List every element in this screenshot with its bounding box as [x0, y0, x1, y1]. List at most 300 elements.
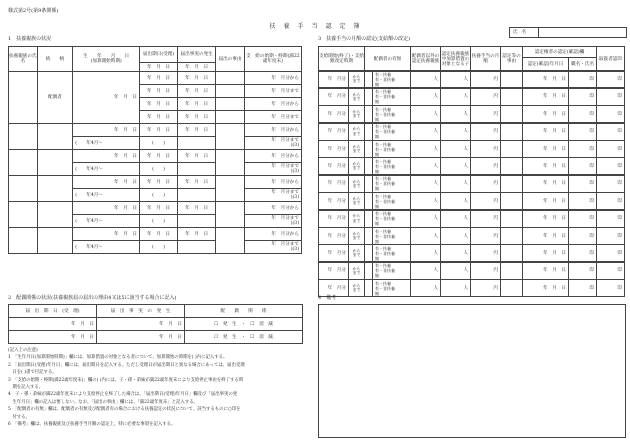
- from-to-cell: [349, 123, 365, 140]
- header-spouse: 配偶者の有無: [365, 47, 411, 72]
- birth-cell[interactable]: 年 月 日: [73, 228, 140, 241]
- table-row: [9, 331, 303, 344]
- dependents-table: [8, 46, 302, 254]
- birth-add-cell[interactable]: [73, 215, 140, 228]
- marital-event-cell[interactable]: 年 月 日: [97, 318, 185, 331]
- start-month-cell[interactable]: 年 月分: [319, 262, 349, 279]
- monthly-amount-cell[interactable]: 円: [471, 71, 501, 88]
- reason-cell[interactable]: [501, 71, 523, 88]
- monthly-amount-cell[interactable]: 円: [471, 193, 501, 210]
- to-label: まで: [352, 130, 361, 136]
- seal-cell[interactable]: 印: [569, 175, 597, 192]
- clerk-seal-cell[interactable]: 印: [597, 228, 625, 245]
- other-dependents-cell[interactable]: 人: [411, 123, 441, 140]
- note-item: 生年月日」欄の記入は要しない。なお、「届出の事由」欄には、「満22歳年度末」と記入する。: [8, 399, 198, 405]
- header-clerk: 取扱者認印: [597, 47, 625, 72]
- paren-close: ): [163, 218, 165, 224]
- other-dependents-cell[interactable]: 人: [411, 245, 441, 262]
- event-cell[interactable]: 年 月 日: [178, 111, 216, 124]
- section1-heading: 1 扶養親族の状況: [8, 36, 52, 42]
- spouse-options[interactable]: [373, 193, 411, 210]
- start-month-cell[interactable]: 年 月分: [319, 88, 349, 105]
- support-end: 年 月分まで: [271, 164, 299, 169]
- support-end: 年 月分まで: [271, 216, 299, 221]
- report-cell[interactable]: 年 月 日: [139, 176, 177, 189]
- confirm-date-cell[interactable]: 年 月 日: [523, 123, 569, 140]
- confirm-date-cell[interactable]: 年 月 日: [523, 262, 569, 279]
- start-month-cell[interactable]: 年 月分: [319, 210, 349, 227]
- year-from: 年4月～: [86, 218, 103, 224]
- support-cell[interactable]: [244, 241, 301, 254]
- allowance-row: [318, 123, 625, 141]
- special-children-cell[interactable]: 人: [441, 228, 471, 245]
- monthly-amount-cell[interactable]: 円: [471, 280, 501, 297]
- header-reason: 届出の事由: [216, 47, 245, 72]
- special-children-cell[interactable]: 人: [441, 158, 471, 175]
- paren-open: (: [75, 140, 78, 146]
- to-label: まで: [352, 182, 361, 188]
- spouse-options[interactable]: [373, 158, 411, 175]
- seal-cell[interactable]: 印: [569, 193, 597, 210]
- option-none: 無: [375, 238, 379, 244]
- from-to-cell: [349, 141, 365, 158]
- report-cell[interactable]: 年 月 日: [139, 150, 177, 163]
- option-none: 無: [375, 273, 379, 279]
- marital-status-checkboxes[interactable]: ☐ 発 生 ・ ☐ 消 滅: [185, 318, 303, 331]
- spouse-options[interactable]: [373, 123, 411, 140]
- to-label: まで: [352, 113, 361, 119]
- option-dependent: 有・扶養: [375, 263, 391, 269]
- special-children-cell[interactable]: 人: [441, 245, 471, 262]
- confirm-date-cell[interactable]: 年 月 日: [523, 71, 569, 88]
- header-birth-sub: (加算開始時期): [90, 59, 122, 64]
- support-cell[interactable]: 年 月分から: [244, 150, 301, 163]
- relation-cell[interactable]: [37, 150, 73, 176]
- reason-cell[interactable]: [501, 88, 523, 105]
- paren-open: (: [75, 244, 78, 250]
- paren-open: (: [152, 166, 154, 172]
- support-cell[interactable]: 年 月分から: [244, 176, 301, 189]
- option-nondependent: 有・非扶養: [375, 76, 395, 82]
- reason-cell[interactable]: [216, 202, 245, 228]
- marital-event-cell[interactable]: 年 月 日: [97, 331, 185, 344]
- confirm-date-cell[interactable]: 年 月 日: [523, 210, 569, 227]
- option-dependent: 有・扶養: [375, 245, 391, 251]
- header-confirmer: 認定権者の認定(確認)欄: [523, 47, 597, 58]
- other-dependents-cell[interactable]: 人: [411, 88, 441, 105]
- birth-add-cell[interactable]: [73, 241, 140, 254]
- to-label: まで: [352, 269, 361, 275]
- reason-cell[interactable]: [216, 111, 245, 124]
- spouse-options[interactable]: [373, 141, 411, 158]
- relation-cell[interactable]: [37, 228, 73, 254]
- report-cell[interactable]: [139, 215, 177, 228]
- from-label: から: [352, 178, 361, 184]
- clerk-seal-cell[interactable]: 印: [597, 71, 625, 88]
- table-row: [9, 150, 302, 163]
- other-dependents-cell[interactable]: 人: [411, 106, 441, 123]
- event-cell[interactable]: 年 月 日: [178, 85, 216, 98]
- from-to-cell: [349, 106, 365, 123]
- bracket-cell: [365, 280, 373, 297]
- reason-cell[interactable]: [216, 124, 245, 150]
- option-nondependent: 有・非扶養: [375, 181, 395, 187]
- spouse-options[interactable]: [373, 71, 411, 88]
- report-cell[interactable]: [139, 163, 177, 176]
- note-item: 3 「支給の始期・終期(満22歳年度末)」欄の( )内には、子・孫・弟妹が満22歳年度末により支給停止事由を終了する時: [8, 377, 244, 383]
- header-monthly: 扶養手当の月額: [471, 47, 501, 72]
- event-cell[interactable]: 年 月 日: [178, 176, 216, 189]
- bracket-cell: [365, 193, 373, 210]
- special-children-cell[interactable]: 人: [441, 262, 471, 279]
- confirm-date-cell[interactable]: 年 月 日: [523, 106, 569, 123]
- event-cell[interactable]: [178, 215, 216, 228]
- bracket-cell: [365, 123, 373, 140]
- report-cell[interactable]: 年 月 日: [139, 111, 177, 124]
- reason-cell[interactable]: [216, 72, 245, 85]
- monthly-amount-cell[interactable]: 円: [471, 88, 501, 105]
- other-dependents-cell[interactable]: 人: [411, 141, 441, 158]
- start-month-cell[interactable]: 年 月分: [319, 123, 349, 140]
- header-event-date: 届出事実の発生: [178, 47, 216, 63]
- clerk-seal-cell[interactable]: 印: [597, 280, 625, 297]
- monthly-amount-cell[interactable]: 円: [471, 106, 501, 123]
- reason-cell[interactable]: [501, 106, 523, 123]
- event-cell[interactable]: [178, 163, 216, 176]
- header-name: 扶養親族の氏名: [9, 47, 38, 72]
- relation-cell[interactable]: [37, 124, 73, 150]
- report-cell[interactable]: 年 月 日: [139, 202, 177, 215]
- header-marital-status: 配 偶 関 係: [185, 305, 303, 318]
- reason-cell[interactable]: [501, 262, 523, 279]
- support-cell[interactable]: 年 月分まで: [244, 85, 301, 98]
- remarks-box[interactable]: [318, 304, 626, 438]
- from-label: から: [352, 230, 361, 236]
- birth-cell[interactable]: 年 月 日: [73, 176, 140, 189]
- event-cell[interactable]: 年 月 日: [178, 124, 216, 137]
- option-none: 無: [375, 203, 379, 209]
- from-to-cell: [349, 71, 365, 88]
- from-to-cell: [349, 210, 365, 227]
- allowance-row: [318, 105, 625, 123]
- option-nondependent: 有・非扶養: [375, 268, 395, 274]
- relation-cell[interactable]: [37, 176, 73, 202]
- support-count: )(3): [290, 195, 299, 200]
- reason-cell[interactable]: [501, 228, 523, 245]
- clerk-seal-cell[interactable]: 印: [597, 245, 625, 262]
- year-from: 年4月～: [86, 140, 103, 146]
- paren-open: (: [75, 166, 78, 172]
- reason-cell[interactable]: [501, 123, 523, 140]
- clerk-seal-cell[interactable]: 印: [597, 123, 625, 140]
- report-cell[interactable]: 年 月 日: [139, 228, 177, 241]
- marital-report-cell[interactable]: 年 月 日: [9, 318, 97, 331]
- seal-cell[interactable]: 印: [569, 106, 597, 123]
- confirm-date-cell[interactable]: 年 月 日: [523, 228, 569, 245]
- other-dependents-cell[interactable]: 人: [411, 158, 441, 175]
- header-special: 認定扶養親族中加算措置の対象となる子: [441, 47, 471, 72]
- spouse-options[interactable]: [373, 210, 411, 227]
- monthly-amount-cell[interactable]: 円: [471, 141, 501, 158]
- reason-cell[interactable]: [501, 175, 523, 192]
- support-cell[interactable]: 年 月分から: [244, 124, 301, 137]
- confirm-date-cell[interactable]: 年 月 日: [523, 193, 569, 210]
- reason-cell[interactable]: [216, 176, 245, 202]
- monthly-amount-cell[interactable]: 円: [471, 158, 501, 175]
- confirm-date-cell[interactable]: 年 月 日: [523, 88, 569, 105]
- support-cell[interactable]: 年 月分から: [244, 98, 301, 111]
- year-from: 年4月～: [86, 244, 103, 250]
- clerk-seal-cell[interactable]: 印: [597, 141, 625, 158]
- paren-open: (: [75, 218, 78, 224]
- seal-cell[interactable]: 印: [569, 228, 597, 245]
- allowance-row: [318, 140, 625, 158]
- option-none: 無: [375, 221, 379, 227]
- seal-cell[interactable]: 印: [569, 210, 597, 227]
- header-confirm-date: 認定(確認)年月日: [523, 58, 569, 72]
- report-cell[interactable]: [139, 241, 177, 254]
- clerk-seal-cell[interactable]: 印: [597, 88, 625, 105]
- special-children-cell[interactable]: 人: [441, 71, 471, 88]
- spouse-options[interactable]: [373, 88, 411, 105]
- clerk-seal-cell[interactable]: 印: [597, 158, 625, 175]
- event-cell[interactable]: 年 月 日: [178, 202, 216, 215]
- name-cell[interactable]: [9, 150, 38, 176]
- allowance-row: [318, 192, 625, 210]
- option-none: 無: [375, 186, 379, 192]
- report-cell[interactable]: [139, 189, 177, 202]
- relation-cell[interactable]: [37, 202, 73, 228]
- name-cell[interactable]: [9, 72, 38, 124]
- other-dependents-cell[interactable]: 人: [411, 280, 441, 297]
- special-children-cell[interactable]: 人: [441, 193, 471, 210]
- from-label: から: [352, 196, 361, 202]
- spouse-options[interactable]: [373, 245, 411, 262]
- start-month-cell[interactable]: 年 月分: [319, 71, 349, 88]
- report-cell[interactable]: 年 月 日: [139, 72, 177, 85]
- reason-cell[interactable]: [501, 193, 523, 210]
- option-dependent: 有・扶養: [375, 228, 391, 234]
- spouse-options[interactable]: [373, 262, 411, 279]
- table-row: [9, 124, 302, 137]
- seal-cell[interactable]: 印: [569, 245, 597, 262]
- option-nondependent: 有・非扶養: [375, 233, 395, 239]
- confirm-date-cell[interactable]: 年 月 日: [523, 175, 569, 192]
- event-cell[interactable]: [178, 189, 216, 202]
- header-start: 支給開始(終了)・支給額改定時期: [319, 47, 365, 72]
- section2-heading: 2 配偶関係の状況(扶養親族届の届出の理由4又は5に該当する場合に記入): [8, 295, 177, 301]
- start-month-cell[interactable]: 年 月分: [319, 193, 349, 210]
- marital-report-cell[interactable]: 年 月 日: [9, 331, 97, 344]
- event-cell[interactable]: 年 月 日: [178, 150, 216, 163]
- option-nondependent: 有・非扶養: [375, 163, 395, 169]
- special-children-cell[interactable]: 人: [441, 106, 471, 123]
- seal-cell[interactable]: 印: [569, 88, 597, 105]
- reason-cell[interactable]: [501, 210, 523, 227]
- allowance-table: [318, 46, 625, 72]
- from-to-cell: [349, 262, 365, 279]
- allowance-row: [318, 227, 625, 245]
- support-cell[interactable]: 年 月分まで: [244, 111, 301, 124]
- start-month-cell[interactable]: 年 月分: [319, 175, 349, 192]
- support-cell[interactable]: 年 月分から: [244, 202, 301, 215]
- support-cell[interactable]: 年 月分から: [244, 72, 301, 85]
- report-cell[interactable]: 年 月 日: [139, 124, 177, 137]
- allowance-row: [318, 157, 625, 175]
- table-row: [9, 202, 302, 215]
- clerk-seal-cell[interactable]: 印: [597, 175, 625, 192]
- seal-cell[interactable]: 印: [569, 141, 597, 158]
- clerk-seal-cell[interactable]: 印: [597, 106, 625, 123]
- monthly-amount-cell[interactable]: 円: [471, 123, 501, 140]
- birth-add-cell[interactable]: [73, 189, 140, 202]
- clerk-seal-cell[interactable]: 印: [597, 262, 625, 279]
- support-cell[interactable]: [244, 189, 301, 202]
- name-cell[interactable]: [9, 202, 38, 228]
- paren-close: ): [163, 192, 165, 198]
- option-nondependent: 有・非扶養: [375, 250, 395, 256]
- seal-cell[interactable]: 印: [569, 123, 597, 140]
- reason-cell[interactable]: [501, 280, 523, 297]
- to-label: まで: [352, 235, 361, 241]
- special-children-cell[interactable]: 人: [441, 88, 471, 105]
- allowance-row: [318, 88, 625, 106]
- report-cell[interactable]: 年 月 日: [139, 85, 177, 98]
- reason-cell[interactable]: [501, 158, 523, 175]
- start-month-cell[interactable]: 年 月分: [319, 280, 349, 297]
- monthly-amount-cell[interactable]: 円: [471, 210, 501, 227]
- name-cell[interactable]: [9, 228, 38, 254]
- support-cell[interactable]: [244, 215, 301, 228]
- special-children-cell[interactable]: 人: [441, 175, 471, 192]
- start-month-cell[interactable]: 年 月分: [319, 245, 349, 262]
- special-children-cell[interactable]: 人: [441, 123, 471, 140]
- monthly-amount-cell[interactable]: 円: [471, 262, 501, 279]
- support-cell[interactable]: 年 月分から: [244, 228, 301, 241]
- event-cell[interactable]: [178, 137, 216, 150]
- reason-cell[interactable]: [501, 245, 523, 262]
- option-nondependent: 有・非扶養: [375, 111, 395, 117]
- allowance-row: [318, 210, 625, 228]
- header-spouse-other: 配偶者以外の認定扶養親族: [411, 47, 441, 72]
- name-cell[interactable]: [9, 176, 38, 202]
- support-cell[interactable]: [244, 163, 301, 176]
- other-dependents-cell[interactable]: 人: [411, 175, 441, 192]
- reason-cell[interactable]: [501, 141, 523, 158]
- confirm-date-cell[interactable]: 年 月 日: [523, 245, 569, 262]
- other-dependents-cell[interactable]: 人: [411, 262, 441, 279]
- note-item: 4 子・孫・弟妹が満22歳年度末により支給停止を終了した場合は、「届出期日(受理)年月日」欄及び「届出事実の発: [8, 392, 238, 398]
- option-dependent: 有・扶養: [375, 71, 391, 77]
- bracket-cell: [365, 245, 373, 262]
- birth-cell[interactable]: 年 月 日: [73, 202, 140, 215]
- start-month-cell[interactable]: 年 月分: [319, 106, 349, 123]
- confirm-date-cell[interactable]: 年 月 日: [523, 141, 569, 158]
- monthly-amount-cell[interactable]: 円: [471, 175, 501, 192]
- bracket-cell: [365, 158, 373, 175]
- name-cell[interactable]: [9, 124, 38, 150]
- header-seal: 職名・氏名: [569, 58, 597, 72]
- from-label: から: [352, 265, 361, 271]
- special-children-cell[interactable]: 人: [441, 280, 471, 297]
- support-cell[interactable]: [244, 137, 301, 150]
- from-label: から: [352, 161, 361, 167]
- report-cell[interactable]: [139, 137, 177, 150]
- other-dependents-cell[interactable]: 人: [411, 210, 441, 227]
- bracket-cell: [365, 106, 373, 123]
- other-dependents-cell[interactable]: 人: [411, 71, 441, 88]
- start-month-cell[interactable]: 年 月分: [319, 228, 349, 245]
- special-children-cell[interactable]: 人: [441, 141, 471, 158]
- other-dependents-cell[interactable]: 人: [411, 228, 441, 245]
- table-row: [9, 318, 303, 331]
- confirm-date-cell[interactable]: 年 月 日: [523, 158, 569, 175]
- clerk-seal-cell[interactable]: 印: [597, 193, 625, 210]
- event-cell[interactable]: 年 月 日: [178, 72, 216, 85]
- report-cell[interactable]: 年 月 日: [139, 98, 177, 111]
- seal-cell[interactable]: 印: [569, 158, 597, 175]
- birth-cell[interactable]: 年 月 日: [73, 150, 140, 163]
- to-label: まで: [352, 78, 361, 84]
- marital-status-checkboxes[interactable]: ☐ 発 生 ・ ☐ 消 滅: [185, 331, 303, 344]
- birth-cell[interactable]: 年 月 日: [73, 124, 140, 137]
- option-none: 無: [375, 116, 379, 122]
- spouse-options[interactable]: [373, 280, 411, 297]
- seal-cell[interactable]: 印: [569, 280, 597, 297]
- notes-heading: (記入上の注意): [8, 348, 38, 353]
- paren-close: ): [163, 166, 165, 172]
- bracket-cell: [365, 210, 373, 227]
- event-cell[interactable]: [178, 241, 216, 254]
- birth-add-cell[interactable]: [73, 137, 140, 150]
- start-month-cell[interactable]: 年 月分: [319, 158, 349, 175]
- birth-add-cell[interactable]: [73, 163, 140, 176]
- spouse-options[interactable]: [373, 228, 411, 245]
- event-cell[interactable]: 年 月 日: [178, 228, 216, 241]
- spouse-options[interactable]: [373, 106, 411, 123]
- special-children-cell[interactable]: 人: [441, 210, 471, 227]
- reason-cell[interactable]: [216, 150, 245, 176]
- seal-cell[interactable]: 印: [569, 262, 597, 279]
- monthly-amount-cell[interactable]: 円: [471, 228, 501, 245]
- header-birth: [73, 47, 140, 72]
- clerk-seal-cell[interactable]: 印: [597, 210, 625, 227]
- allowance-row: [318, 70, 625, 88]
- birth-cell[interactable]: 年 月 日: [73, 72, 140, 124]
- reason-cell[interactable]: [216, 85, 245, 98]
- section3-heading: 3 扶養手当の月額の認定(支給額の改定): [318, 36, 411, 42]
- header-report-date: 届出期日(受理): [139, 47, 177, 63]
- bracket-cell: [365, 141, 373, 158]
- event-cell[interactable]: 年 月 日: [178, 98, 216, 111]
- to-label: まで: [352, 217, 361, 223]
- note-item: 6 「備考」欄は、扶養親族及び扶養手当月額の認定上、特に必要な事項を記入する。: [8, 422, 176, 428]
- from-to-cell: [349, 193, 365, 210]
- other-dependents-cell[interactable]: 人: [411, 193, 441, 210]
- monthly-amount-cell[interactable]: 円: [471, 245, 501, 262]
- seal-cell[interactable]: 印: [569, 71, 597, 88]
- reason-cell[interactable]: [216, 228, 245, 254]
- header-birth-label: 生 年 月 日: [83, 54, 130, 59]
- confirm-date-cell[interactable]: 年 月 日: [523, 280, 569, 297]
- to-label: まで: [352, 95, 361, 101]
- spouse-options[interactable]: [373, 175, 411, 192]
- option-nondependent: 有・非扶養: [375, 285, 395, 291]
- reason-cell[interactable]: [216, 98, 245, 111]
- start-month-cell[interactable]: 年 月分: [319, 141, 349, 158]
- header-support: 支 給の始期・終期(満22歳年度末): [244, 47, 301, 72]
- bracket-cell: [365, 175, 373, 192]
